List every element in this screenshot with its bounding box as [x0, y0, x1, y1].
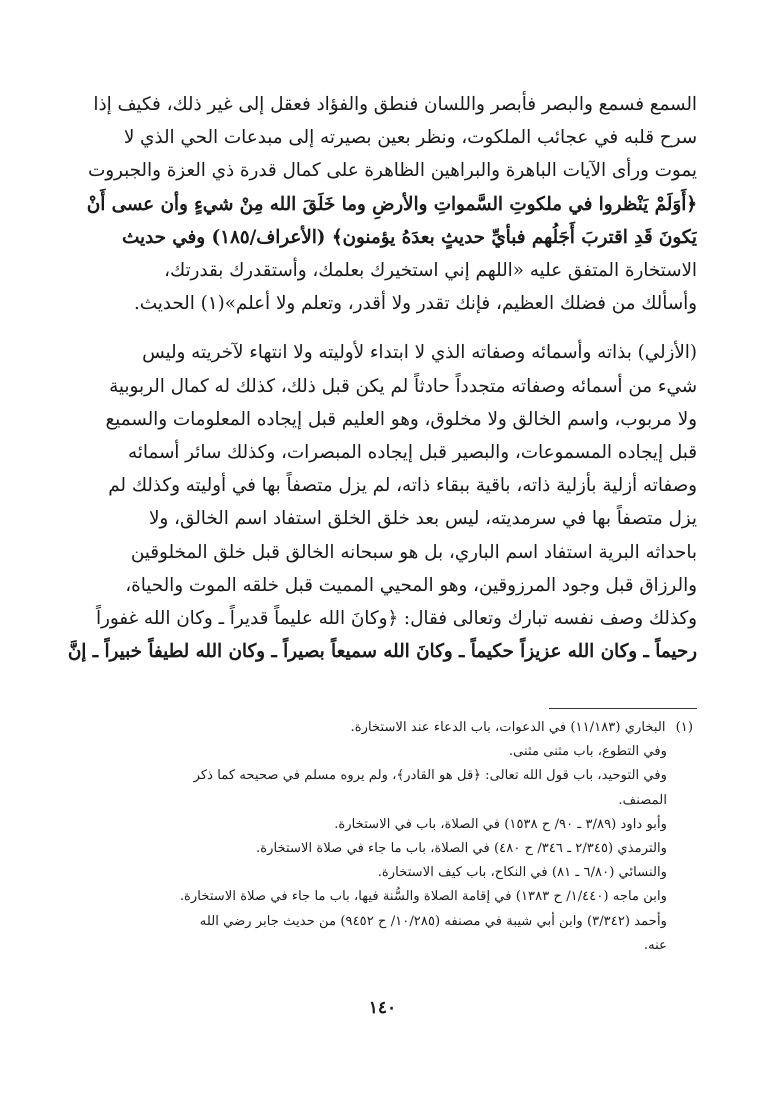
footnote-line: عنه.: [643, 937, 667, 953]
text-line: الاستخارة المتفق عليه «اللهم إني استخيرك بعلمك، وأستقدرك بقدرتك،: [164, 260, 697, 282]
text-line: قبل إيجاده المسموعات، والبصير قبل إيجاده المبصرات، وكذلك سائر أسمائه: [127, 442, 697, 464]
text-line: يموت ورأى الآيات الباهرة والبراهين الظاهرة على كمال قدرة ذي العزة والجبروت: [87, 160, 697, 182]
text-line: (الأزلي) بذاته وأسمائه وصفاته الذي لا ابتداء لأوليته ولا انتهاء لآخريته وليس: [142, 342, 697, 364]
text-line: والرزاق قبل وجود المرزوقين، وهو المحيي المميت قبل خلقه الموت والحياة،: [125, 574, 697, 596]
text-line: وكذلك وصف نفسه تبارك وتعالى فقال: ﴿وكانَ الله عليماً قديراً ـ وكان الله غفوراً: [95, 608, 697, 630]
footnote-line: والنسائي (٦/٨٠ ـ ٨١) في النكاح، باب كيف الاستخارة.: [377, 865, 667, 881]
footnote-line: وفي التوحيد، باب قول الله تعالى: ﴿قل هو القادر﴾، ولم يروه مسلم في صحيحه كما ذكر: [193, 768, 667, 784]
footnote-line: المصنف.: [618, 792, 667, 808]
text-line: سرح قلبه في عجائب الملكوت، ونظر بعين بصيرته إلى مبدعات الحي الذي لا: [123, 127, 697, 149]
footnote-line: وأحمد (٣/٣٤٢) وابن أبي شيبة في مصنفه (١٠/٢٨٥/ ح ٩٤٥٢) من حديث جابر رضي الله: [199, 913, 667, 929]
main-text: [65, 88, 697, 668]
footnote-text: البخاري (١١/١٨٣) في الدعوات، باب الدعاء عند الاستخارة.: [350, 720, 666, 735]
text-line: ولا مربوب، واسم الخالق ولا مخلوق، وهو العليم قبل إيجاده المعلومات والسميع: [105, 408, 697, 430]
quran-verse-line: رحيماً ـ وكان الله عزيزاً حكيماً ـ وكانَ الله سميعاً بصيراً ـ وكان الله لطيفاً خبيراً ـ إنَّ: [67, 641, 697, 663]
quran-verse-line: ﴿أَوَلَمْ يَنْظروا في ملكوتِ السَّمواتِ والأرضِ وما خَلَقَ الله مِنْ شيءٍ وأن عسى أَنْ: [86, 193, 697, 215]
footnote-line: والترمذي (٢/٣٤٥ ـ ٣٤٦/ ح ٤٨٠) في الصلاة، باب ما جاء في صلاة الاستخارة.: [256, 841, 667, 857]
footnote-line: وفي التطوع، باب مثنى مثنى.: [508, 744, 667, 760]
text-line: شيء من أسمائه وصفاته متجدداً حادثاً لم يكن قبل ذلك، كذلك له كمال الربوبية: [109, 375, 697, 397]
text-line: يزل متصفاً بها في سرمديته، ليس بعد خلق الخلق استفاد اسم الخالق، ولا: [148, 508, 697, 530]
text-line: وأسألك من فضلك العظيم، فإنك تقدر ولا أقدر، وتعلم ولا أعلم»(١) الحديث.: [133, 293, 697, 315]
footnote-line: وابن ماجه (١/٤٤٠/ ح ١٣٨٣) في إقامة الصلاة والسُّنة فيها، باب ما جاء في صلاة الاستخارة.: [179, 889, 667, 905]
text-line: باحداثه البرية استفاد اسم الباري، بل هو سبحانه الخالق قبل خلق المخلوقين: [130, 541, 697, 563]
text-line: وصفاته أزلية بأزلية ذاته، باقية ببقاء ذاته، لم يزل متصفاً بها في أوليته وكذلك لم: [108, 475, 697, 497]
footnote-divider: [549, 708, 697, 709]
text-line: السمع فسمع والبصر فأبصر واللسان فنطق والفؤاد فعقل إلى غير ذلك، فكيف إذا: [93, 94, 697, 115]
footnote-marker: (١): [675, 720, 693, 735]
paragraph-1: [65, 88, 697, 320]
footnote-line: وأبو داود (٣/٨٩ ـ ٩٠/ ح ١٥٣٨) في الصلاة، باب في الاستخارة.: [334, 816, 667, 832]
page-number: ١٤٠: [368, 998, 397, 1018]
paragraph-2: [65, 336, 697, 668]
footnote-first-line: [65, 716, 693, 740]
footnotes: [65, 716, 693, 958]
quran-verse-line: يَكونَ قَدِ اقتربَ أَجَلُهم فبأيِّ حديثٍ بعدَهُ يؤمنون﴾ (الأعراف/١٨٥) وفي حديث: [122, 226, 697, 248]
